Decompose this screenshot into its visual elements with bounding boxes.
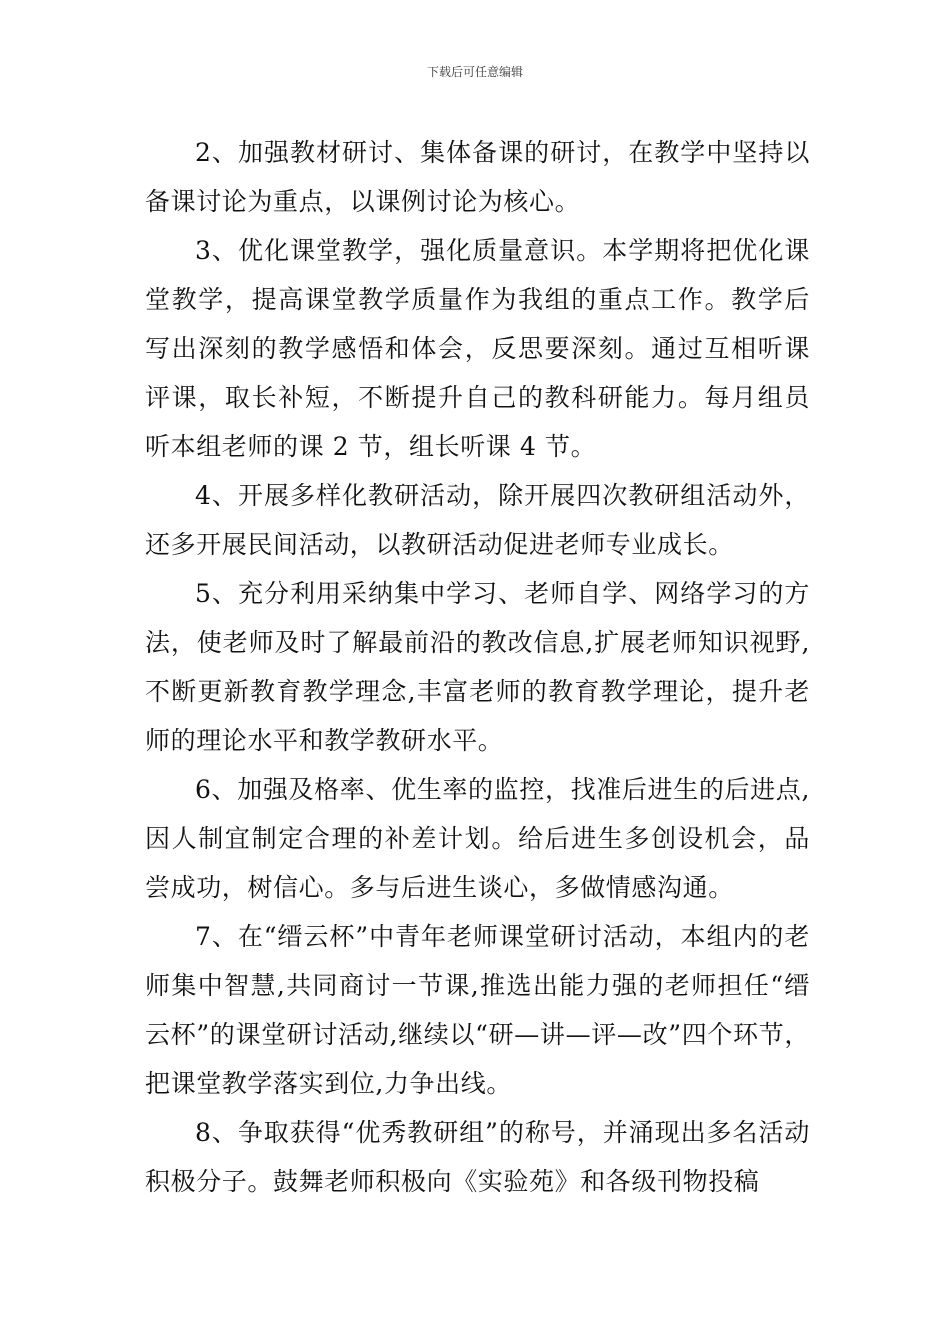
paragraph-4: 4、开展多样化教研活动，除开展四次教研组活动外，还多开展民间活动，以教研活动促进老师专业成长。	[145, 481, 810, 559]
paragraph-5: 5、充分利用采纳集中学习、老师自学、网络学习的方法，使老师及时了解最前沿的教改信息,扩展老师知识视野,不断更新教育教学理念,丰富老师的教育教学理论，提升老师的理论水平和教学教研水平。	[145, 579, 810, 755]
document-body	[145, 128, 810, 1206]
paragraph-8: 8、争取获得“优秀教研组”的称号，并涌现出多名活动积极分子。鼓舞老师积极向《实验苑》和各级刊物投稿	[145, 1118, 810, 1196]
paragraph-7: 7、在“缙云杯”中青年老师课堂研讨活动，本组内的老师集中智慧,共同商讨一节课,推选出能力强的老师担任“缙云杯”的课堂研讨活动,继续以“研—讲—评—改”四个环节，把课堂教学落实到位,力争出线。	[145, 922, 810, 1098]
paragraph-6: 6、加强及格率、优生率的监控，找准后进生的后进点,因人制宜制定合理的补差计划。给后进生多创设机会，品尝成功，树信心。多与后进生谈心，多做情感沟通。	[145, 775, 810, 902]
paragraph-2: 2、加强教材研讨、集体备课的研讨，在教学中坚持以备课讨论为重点，以课例讨论为核心。	[145, 138, 810, 216]
page-header-note: 下载后可任意编辑	[426, 65, 523, 79]
paragraph-3: 3、优化课堂教学，强化质量意识。本学期将把优化课堂教学，提高课堂教学质量作为我组的重点工作。教学后写出深刻的教学感悟和体会，反思要深刻。通过互相听课评课，取长补短，不断提升自己的教科研能力。每月组员听本组老师的课 2 节，组长听课 4 节。	[145, 236, 810, 461]
